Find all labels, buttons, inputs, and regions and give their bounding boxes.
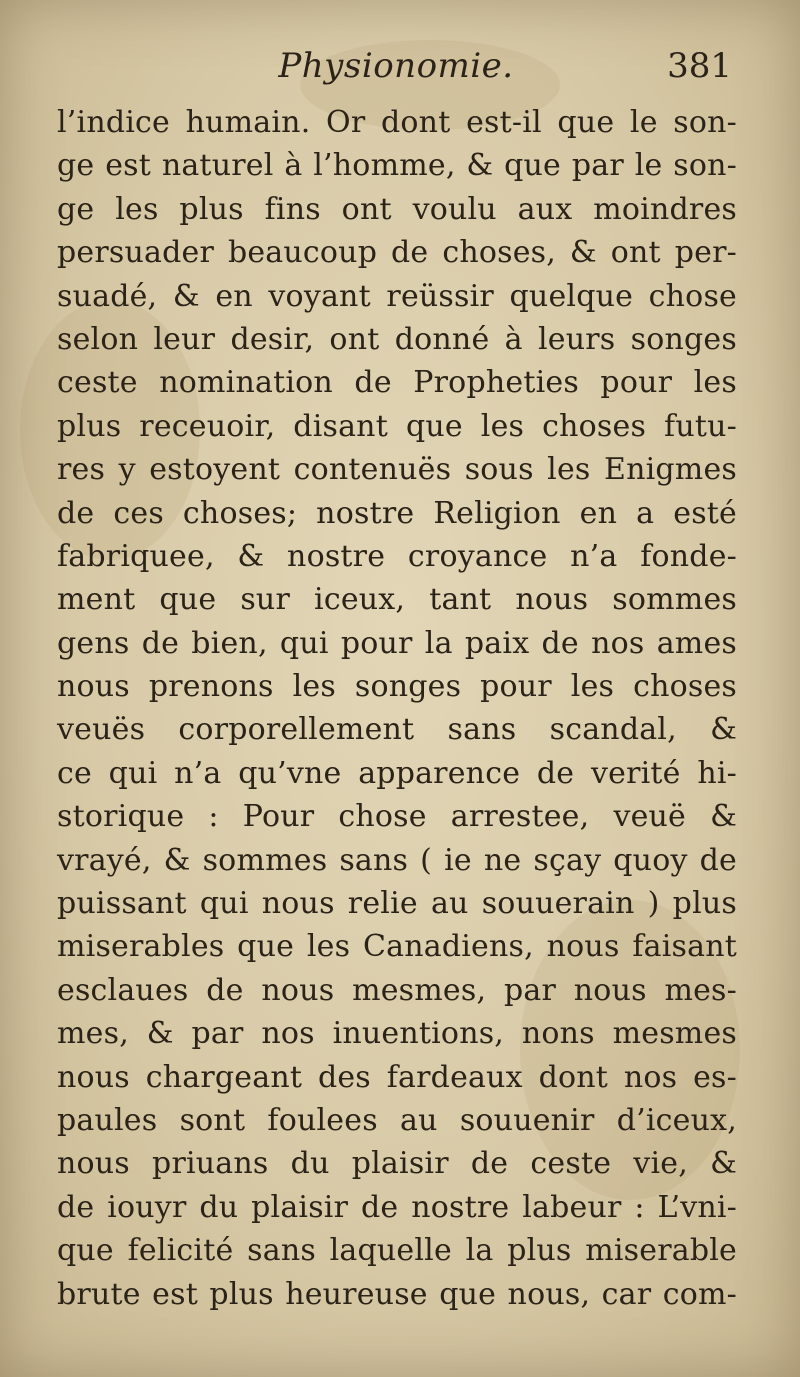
text-line: de iouyr du plaisir de nostre labeur : L’vni- bbox=[57, 1189, 737, 1225]
text-line: brute est plus heureuse que nous, car com- bbox=[57, 1276, 737, 1312]
text-line: gens de bien, qui pour la paix de nos ames bbox=[57, 625, 737, 661]
text-line: miserables que les Canadiens, nous faisant bbox=[57, 929, 737, 965]
text-line: nous chargeant des fardeaux dont nos es- bbox=[57, 1059, 737, 1095]
text-line: suadé, & en voyant reüssir quelque chose bbox=[57, 278, 737, 314]
text-line: veuës corporellement sans scandal, & bbox=[57, 712, 737, 748]
text-line: que felicité sans laquelle la plus miserable bbox=[57, 1233, 737, 1269]
text-line: nous priuans du plaisir de ceste vie, & bbox=[57, 1146, 737, 1182]
text-line: ceste nomination de Propheties pour les bbox=[57, 365, 737, 401]
text-line: storique : Pour chose arrestee, veuë & bbox=[57, 799, 737, 835]
text-line: de ces choses; nostre Religion en a esté bbox=[57, 495, 737, 531]
text-line: paules sont foulees au souuenir d’iceux, bbox=[57, 1102, 737, 1138]
page-number: 381 bbox=[667, 46, 732, 86]
running-title: Physionomie. bbox=[278, 46, 514, 86]
text-line: fabriquee, & nostre croyance n’a fonde- bbox=[57, 538, 737, 574]
text-line: esclaues de nous mesmes, par nous mes- bbox=[57, 972, 737, 1008]
text-line: l’indice humain. Or dont est-il que le son- bbox=[57, 105, 737, 140]
text-line: ge est naturel à l’homme, & que par le son- bbox=[57, 148, 737, 184]
text-line: puissant qui nous relie au souuerain ) plus bbox=[57, 886, 737, 922]
text-line: mes, & par nos inuentions, nons mesmes bbox=[57, 1016, 737, 1052]
text-line: persuader beaucoup de choses, & ont per- bbox=[57, 235, 737, 271]
text-line: nous prenons les songes pour les choses bbox=[57, 669, 737, 705]
text-line: selon leur desir, ont donné à leurs songes bbox=[57, 321, 737, 357]
text-line: plus receuoir, disant que les choses futu- bbox=[57, 408, 737, 444]
text-line: vrayé, & sommes sans ( ie ne sçay quoy de bbox=[57, 842, 737, 878]
text-line: ce qui n’a qu’vne apparence de verité hi- bbox=[57, 755, 737, 791]
text-line: ment que sur iceux, tant nous sommes bbox=[57, 582, 737, 618]
body-text bbox=[57, 101, 737, 1316]
page-header bbox=[60, 38, 732, 98]
text-line: ge les plus fins ont voulu aux moindres bbox=[57, 191, 737, 227]
text-line: res y estoyent contenuës sous les Enigmes bbox=[57, 452, 737, 488]
